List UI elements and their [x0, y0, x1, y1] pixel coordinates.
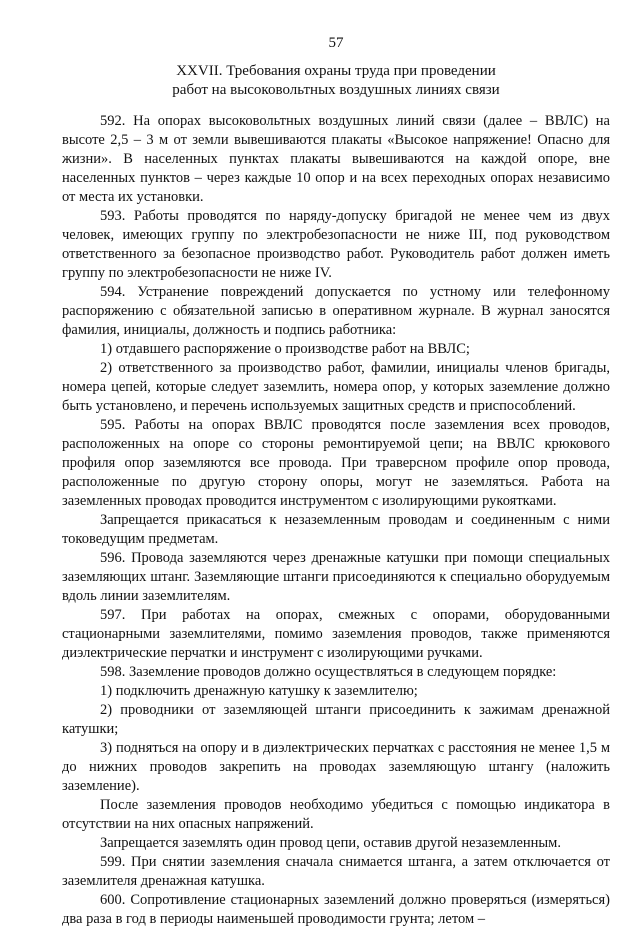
document-body [62, 112, 610, 929]
section-heading [62, 62, 610, 100]
paragraph-598: 598. Заземление проводов должно осуществляться в следующем порядке: [100, 664, 557, 680]
section-heading-line-2: работ на высоковольтных воздушных линиях связи [172, 82, 500, 98]
page-number: 57 [328, 35, 344, 51]
paragraph-598-item-2: 2) проводники от заземляющей штанги присоединить к зажимам дренажной катушки; [62, 702, 610, 737]
paragraph-599: 599. При снятии заземления сначала снимается штанга, а затем отключается от заземлителя дренажная катушка. [62, 854, 610, 889]
paragraph-596: 596. Провода заземляются через дренажные катушки при помощи специальных заземляющих штанг. Заземляющие штанги присоединяются к специально оборудуемым вдоль линии заземлителям. [62, 550, 610, 604]
paragraph-598-check: После заземления проводов необходимо убедиться с помощью индикатора в отсутствии на них опасных напряжений. [62, 797, 610, 832]
paragraph-600: 600. Сопротивление стационарных заземлений должно проверяться (измеряться) два раза в год в периоды наименьшей проводимости грунта; летом – [62, 892, 610, 927]
paragraph-595-prohibition: Запрещается прикасаться к незаземленным проводам и соединенным с ними токоведущим предметам. [62, 512, 610, 547]
paragraph-594: 594. Устранение повреждений допускается по устному или телефонному распоряжению с обязательной записью в оперативном журнале. В журнал заносятся фамилия, инициалы, должность и подпись работника: [62, 284, 610, 338]
paragraph-592: 592. На опорах высоковольтных воздушных линий связи (далее – ВВЛС) на высоте 2,5 – 3 м от земли вывешиваются плакаты «Высокое напряжение! Опасно для жизни». В населенных пунктах плакаты вывешиваются на каждой опоре, вне населенных пунктов – через каждые 10 опор и на всех переходных опорах независимо от места их установки. [62, 113, 610, 205]
paragraph-598-item-3: 3) подняться на опору и в диэлектрических перчатках с расстояния не менее 1,5 м до нижних проводов закрепить на проводах заземляющую штангу (наложить заземление). [62, 740, 610, 794]
paragraph-597: 597. При работах на опорах, смежных с опорами, оборудованными стационарными заземлителями, помимо заземления проводов, также применяются диэлектрические перчатки и инструмент с изолирующими ручками. [62, 607, 610, 661]
paragraph-595: 595. Работы на опорах ВВЛС проводятся после заземления всех проводов, расположенных на опоре со стороны ремонтируемой цепи; на ВВЛС крюкового профиля опор заземляются все провода. При траверсном профиле опор провода, расположенные по другую сторону опоры, могут не заземляться. Работа на заземленных проводах проводится инструментом с изолирующими рукоятками. [62, 417, 610, 509]
paragraph-593: 593. Работы проводятся по наряду-допуску бригадой не менее чем из двух человек, имеющих группу по электробезопасности не ниже III, под руководством ответственного за безопасное производство работ. Руководитель работ должен иметь группу по электробезопасности не ниже IV. [62, 208, 610, 281]
paragraph-594-item-2: 2) ответственного за производство работ, фамилии, инициалы членов бригады, номера цепей, которые следует заземлить, номера опор, у которых заземление должно быть установлено, и перечень используемых защитных средств и приспособлений. [62, 360, 610, 414]
paragraph-598-item-1: 1) подключить дренажную катушку к заземлителю; [100, 683, 418, 699]
paragraph-598-prohibition: Запрещается заземлять один провод цепи, оставив другой незаземленным. [100, 835, 561, 851]
section-heading-line-1: XXVII. Требования охраны труда при проведении [176, 63, 496, 79]
paragraph-594-item-1: 1) отдавшего распоряжение о производстве работ на ВВЛС; [100, 341, 470, 357]
document-page [62, 34, 610, 929]
